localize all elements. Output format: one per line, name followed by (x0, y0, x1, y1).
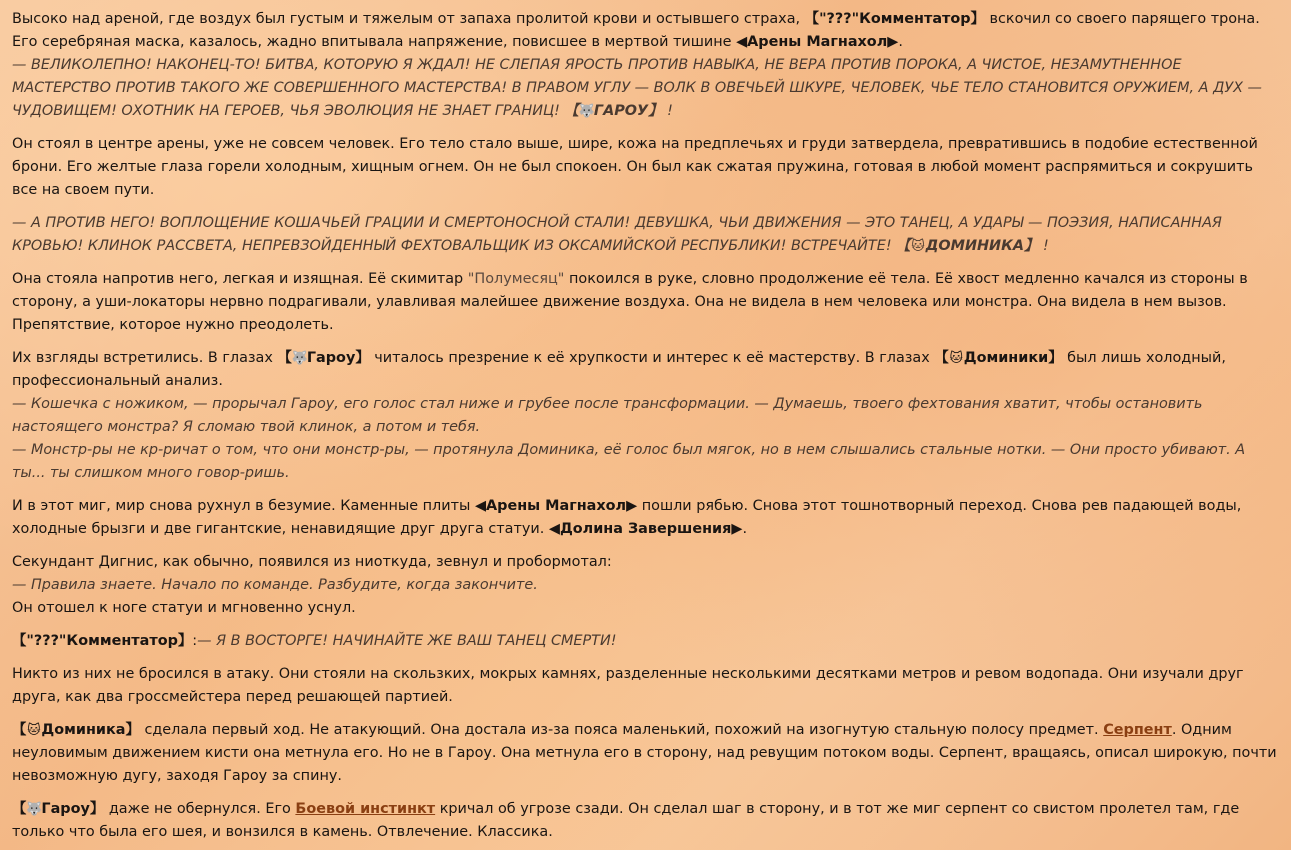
tag-bracket: 【 (934, 350, 949, 366)
tag-bracket: 【 (277, 350, 292, 366)
tag-bracket: 【 (12, 801, 27, 817)
narration-text: И в этот миг, мир снова рухнул в безумие. Каменные плиты (12, 498, 475, 514)
garou-dialogue: — Кошечка с ножиком, — прорычал Гароу, его голос стал ниже и грубее после трансформации. — Думаешь, твоего фехтования хватит, чтобы остановить настоящего монстра? Я сломаю твой клинок, а потом и тебя. (12, 396, 1203, 435)
valley-location: ◀Долина Завершения▶ (548, 521, 743, 537)
narration-text: Их взгляды встретились. В глазах (12, 350, 278, 366)
shout-text: ! (662, 103, 673, 119)
commentator-shout (12, 54, 1278, 123)
shout-text: — А ПРОТИВ НЕГО! ВОПЛОЩЕНИЕ КОШАЧЬЕЙ ГРАЦИИ И СМЕРТОНОСНОЙ СТАЛИ! ДЕВУШКА, ЧЬИ ДВИЖЕНИЯ — ЭТО ТАНЕЦ, А УДАРЫ — ПОЭЗИЯ, НАПИСАННАЯ КРОВЬЮ! КЛИНОК РАССВЕТА, НЕПРЕВЗОЙДЕННЫЙ ФЕХТОВАЛЬЩИК ИЗ ОКСАМИЙСКОЙ РЕСПУБЛИКИ! ВСТРЕЧАЙТЕ! (12, 215, 1222, 254)
tag-bracket: 】 (648, 103, 663, 119)
narration-text: Она стояла напротив него, легкая и изящная. Её скимитар (12, 271, 468, 287)
cat-icon: 🐱 (949, 351, 964, 366)
commentator-tag: 【"???"Комментатор】 (12, 633, 193, 649)
shout-text: ! (1038, 238, 1049, 254)
commentator-shout: — Я В ВОСТОРГЕ! НАЧИНАЙТЕ ЖЕ ВАШ ТАНЕЦ СМЕРТИ! (197, 633, 617, 649)
wolf-icon: 🐺 (26, 802, 43, 817)
paragraph-commentator-intro (12, 8, 1278, 123)
dominika-name-tag: Доминика (41, 722, 126, 738)
paragraph-dominika-intro (12, 212, 1278, 258)
narration-text: даже не обернулся. Его (104, 801, 296, 817)
commentator-tag: 【"???"Комментатор】 (804, 11, 985, 27)
paragraph-exchange (12, 347, 1278, 485)
garou-name-tag: ГАРОУ (593, 103, 649, 119)
narration-text: Секундант Дигнис, как обычно, появился из ниоткуда, зевнул и пробормотал: (12, 554, 612, 570)
paragraph-garou-description: Он стоял в центре арены, уже не совсем человек. Его тело стало выше, шире, кожа на предплечьях и груди затвердела, превратившись в подобие естественной брони. Его желтые глаза горели холодным, хищным огнем. Он не был спокоен. Он был как сжатая пружина, готовая в любой момент распрямиться и сокрушить все на своем пути. (12, 136, 1258, 198)
wolf-icon: 🐺 (291, 351, 309, 366)
narration-text: был лишь холодный, профессиональный анализ. (12, 350, 1226, 389)
paragraph-dominika-move (12, 719, 1278, 788)
narration-text: . (742, 521, 748, 537)
paragraph-dominika-description (12, 268, 1278, 337)
colon: : (192, 633, 198, 649)
garou-name-tag: Гароу (306, 350, 356, 366)
paragraph-commentator-start (12, 630, 1278, 653)
narration-text: сделала первый ход. Не атакующий. Она достала из-за пояса маленький, похожий на изогнутую стальную полосу предмет. (139, 722, 1104, 738)
tag-bracket: 【 (12, 722, 27, 738)
dominika-name-tag: Доминики (963, 350, 1049, 366)
wolf-icon: 🐺 (578, 104, 596, 119)
serpent-link[interactable]: Серпент (1103, 722, 1172, 738)
tag-bracket: 【 (896, 238, 911, 254)
arena-location: ◀Арены Магнахол▶ (736, 34, 899, 50)
tag-bracket: 】 (355, 350, 370, 366)
weapon-name: "Полумесяц" (467, 271, 565, 287)
tag-bracket: 【 (564, 103, 579, 119)
second-dialogue: — Правила знаете. Начало по команде. Разбудите, когда закончите. (12, 577, 538, 593)
dominika-name-tag: ДОМИНИКА (925, 238, 1024, 254)
narration-text: вскочил со своего парящего трона. Его серебряная маска, казалось, жадно впитывала напряжение, повисшее в мертвой тишине (12, 11, 1260, 50)
shout-text: — ВЕЛИКОЛЕПНО! НАКОНЕЦ-ТО! БИТВА, КОТОРУЮ Я ЖДАЛ! НЕ СЛЕПАЯ ЯРОСТЬ ПРОТИВ НАВЫКА, НЕ ВЕРА ПРОТИВ ПОРОКА, А ЧИСТОЕ, НЕЗАМУТНЕННОЕ МАСТЕРСТВО ПРОТИВ ТАКОГО ЖЕ СОВЕРШЕННОГО МАСТЕРСТВА! В ПРАВОМ УГЛУ — ВОЛК В ОВЕЧЬЕЙ ШКУРЕ, ЧЕЛОВЕК, ЧЬЕ ТЕЛО СТАНОВИТСЯ ОРУЖИЕМ, А ДУХ — ЧУДОВИЩЕМ! ОХОТНИК НА ГЕРОЕВ, ЧЬЯ ЭВОЛЮЦИЯ НЕ ЗНАЕТ ГРАНИЦ! (12, 57, 1262, 119)
dominika-dialogue: — Монстр-ры не кр-ричат о том, что они монстр-ры, — протянула Доминика, её голос был мягок, но в нем слышались стальные нотки. — Они просто убивают. А ты... ты слишком много говор-ришь. (12, 442, 1246, 481)
paragraph-transition (12, 495, 1278, 541)
cat-icon: 🐱 (911, 239, 925, 254)
narration-text: кричал об угрозе сзади. Он сделал шаг в сторону, и в тот же миг серпент со свистом пролетел там, где только что была его шея, и вонзился в камень. Отвлечение. Классика. (12, 801, 1240, 840)
tag-bracket: 】 (89, 801, 105, 817)
narration-text: Он отошел к ноге статуи и мгновенно уснул. (12, 600, 356, 616)
narration-text: Высоко над ареной, где воздух был густым и тяжелым от запаха пролитой крови и остывшего страха, (12, 11, 805, 27)
narration-text: . (898, 34, 903, 50)
garou-name-tag: Гароу (41, 801, 90, 817)
paragraph-second (12, 551, 1278, 620)
narration-text: читалось презрение к её хрупкости и интерес к её мастерству. В глазах (369, 350, 935, 366)
tag-bracket: 】 (125, 722, 140, 738)
arena-location: ◀Арены Магнахол▶ (474, 498, 638, 514)
tag-bracket: 】 (1048, 350, 1063, 366)
narration-text: покоился в руке, словно продолжение её тела. Её хвост медленно качался из стороны в сторону, а уши-локаторы нервно подрагивали, улавливая малейшее движение воздуха. Она не видела в нем человека или монстра. Она видела в нем вызов. Препятствие, которое нужно преодолеть. (12, 271, 1248, 333)
paragraph-standoff: Никто из них не бросился в атаку. Они стояли на скользких, мокрых камнях, разделенные несколькими десятками метров и ревом водопада. Они изучали друг друга, как два гроссмейстера перед решающей партией. (12, 666, 1244, 705)
cat-icon: 🐱 (27, 723, 41, 738)
tag-bracket: 】 (1023, 238, 1039, 254)
paragraph-garou-dodge (12, 798, 1278, 844)
narration-text: пошли рябью. Снова этот тошнотворный переход. Снова рев падающей воды, холодные брызги и две гигантские, ненавидящие друг друга статуи. (12, 498, 1242, 537)
narration-text: . Одним неуловимым движением кисти она метнула его. Но не в Гароу. Она метнула его в сторону, над ревущим потоком воды. Серпент, вращаясь, описал широкую, почти невозможную дугу, заходя Гароу за спину. (12, 722, 1277, 784)
combat-instinct-link[interactable]: Боевой инстинкт (295, 801, 436, 817)
